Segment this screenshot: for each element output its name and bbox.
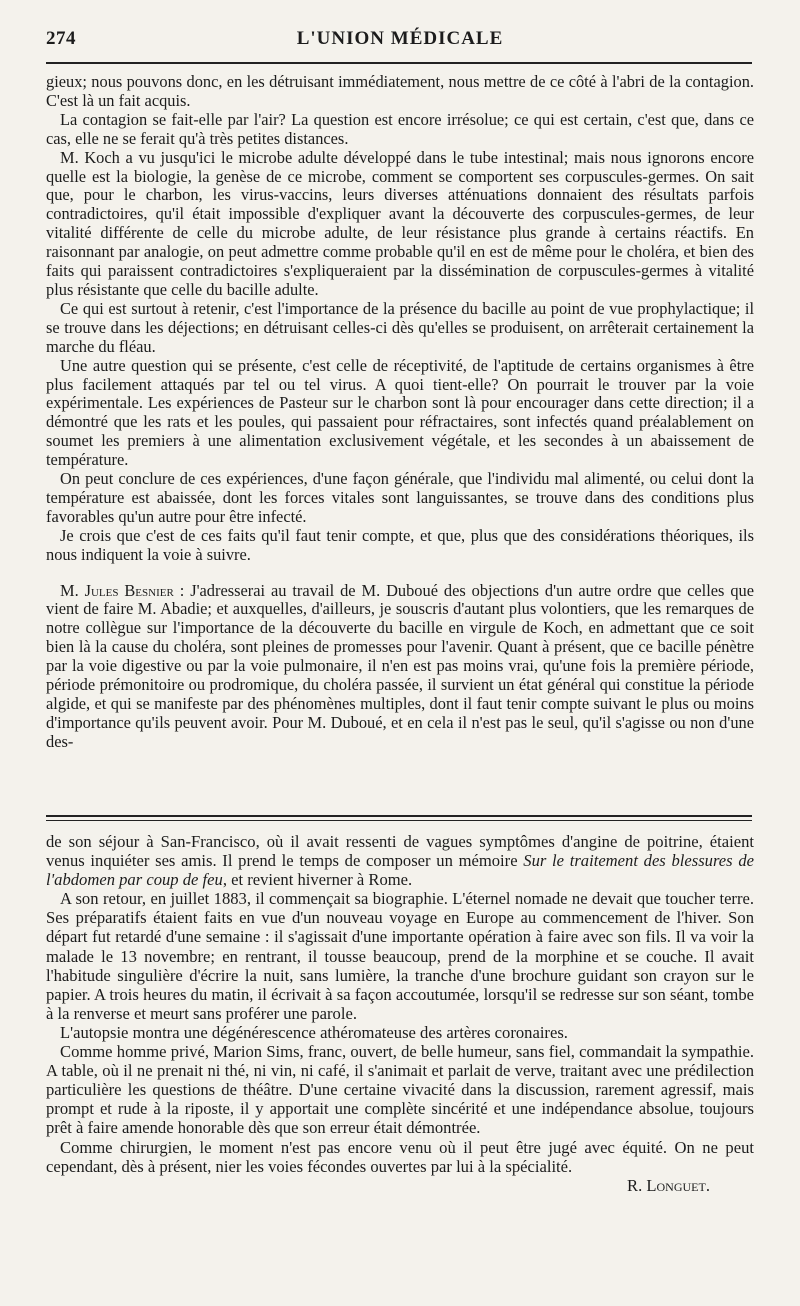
- speaker-name: M. Jules Besnier: [60, 580, 174, 600]
- paragraph: Comme homme privé, Marion Sims, franc, ouvert, de belle humeur, sans fiel, commandait la sympathie. A table, où il ne prenait ni thé, ni vin, ni café, il s'animait et parlait de verve, traitant avec une prédilection particulière les questions de théâtre. D'une certaine vivacité dans la discussion, rarement agressif, mais prompt et rude à la riposte, il y apportait une complète sincérité et une indépendance absolue, toujours prêt à faire amende honorable dès que son erreur était démontrée.: [46, 1042, 754, 1138]
- paragraph: Une autre question qui se présente, c'est celle de réceptivité, de l'aptitude de certains organismes à être plus facilement attaqués par tel ou tel virus. A quoi tient-elle? On pourrait le trouver par la voie expérimentale. Les expériences de Pasteur sur le charbon sont là pour encourager dans cette direction; il a démontré que les rats et les poules, qui passaient pour réfractaires, sont infectés quand préalablement on soumet les premiers à une alimentation exclusivement végétale, et les secondes à un abaissement de température.: [46, 355, 754, 470]
- paragraph: A son retour, en juillet 1883, il commençait sa biographie. L'éternel nomade ne devait que toucher terre. Ses préparatifs étaient faits en vue d'un nouveau voyage en Europe au commencement de l'hiver. Son départ fut retardé d'une semaine : il s'agissait d'une importante opération à faire avec son fils. Il va voir la malade le 13 novembre; en rentrant, il tousse beaucoup, prend de la morphine et se couche. Il avait l'habitude singulière d'écrire la nuit, sans lumière, la tranche d'une brochure guidant son crayon sur le papier. A trois heures du matin, il écrivait à sa façon accoutumée, lorsqu'il se redresse sur son séant, tombe à la renverse et meurt sans proférer une parole.: [46, 889, 754, 1023]
- paragraph: On peut conclure de ces expériences, d'une façon générale, que l'individu mal alimenté, ou celui dont la température est abaissée, dont les forces vitales sont languissantes, se trouve dans des conditions plus favorables qu'un autre pour être infecté.: [46, 469, 754, 526]
- feuilleton-rule-thin: [46, 820, 752, 821]
- paragraph: [46, 832, 754, 889]
- paragraph: M. Koch a vu jusqu'ici le microbe adulte développé dans le tube intestinal; mais nous ignorons encore quelle est la biologie, la genèse de ce microbe, comment se comportent ses corpuscules-germes. On sait que, pour le charbon, les virus-vaccins, leurs diverses atténuations donnaient des résultats parfois contradictoires, qu'il était impossible d'expliquer avant la découverte des corpuscules-germes, de leur vitalité différente de celle du microbe adulte, de leur résistance plus grande à certains réactifs. En raisonnant par analogie, on peut admettre comme probable qu'il en est de même pour le choléra, et bien des faits qui paraissent contradictoires s'expliqueraient par la dissémination de corpuscules-germes à vitalité plus résistante que celle du bacille adulte.: [46, 147, 754, 299]
- running-title: L'UNION MÉDICALE: [296, 28, 504, 49]
- paragraph: Je crois que c'est de ces faits qu'il faut tenir compte, et que, plus que des considérations théoriques, ils nous indiquent la voie à suivre.: [46, 525, 754, 564]
- paragraph: La contagion se fait-elle par l'air? La question est encore irrésolue; ce qui est certain, c'est que, dans ce cas, elle ne se ferait qu'à très petites distances.: [46, 109, 754, 148]
- text-run: , et revient hiverner à Rome.: [222, 870, 413, 890]
- memoir-title: Sur le traitement des blessures de l'abdomen par coup de feu: [46, 851, 754, 890]
- page-number: 274: [46, 28, 76, 49]
- paragraph: gieux; nous pouvons donc, en les détruisant immédiatement, nous mettre de ce côté à l'abri de la contagion. C'est là un fait acquis.: [46, 72, 754, 110]
- main-article: [46, 73, 754, 752]
- page-header: [0, 24, 800, 58]
- header-rule: [46, 62, 752, 64]
- feuilleton: [46, 832, 754, 1195]
- feuilleton-rule: [46, 815, 752, 817]
- author-signature: R. Longuet.: [627, 1175, 710, 1195]
- paragraph: Ce qui est surtout à retenir, c'est l'importance de la présence du bacille au point de vue prophylactique; il se trouve dans les déjections; en détruisant celles-ci dès qu'elles se produisent, on arrêterait certainement la marche du fléau.: [46, 298, 754, 356]
- text-run: de son séjour à San-Francisco, où il avait ressenti de vagues symptômes d'angine de poitrine, étaient venus inquiéter ses amis. Il prend le temps de composer un mémoire: [46, 832, 754, 871]
- paragraph: L'autopsie montra une dégénérescence athéromateuse des artères coronaires.: [60, 1022, 568, 1042]
- paragraph: Comme chirurgien, le moment n'est pas encore venu où il peut être jugé avec équité. On ne peut cependant, dès à présent, nier les voies fécondes ouvertes par lui à la spécialité.: [46, 1137, 754, 1176]
- speaker-text: : J'adresserai au travail de M. Duboué des objections d'un autre ordre que celles que vient de faire M. Abadie; et auxquelles, d'ailleurs, je souscris d'autant plus volontiers, que les remarques de notre collègue sur l'importance de la découverte du bacille en virgule de Koch, en admettant que ce soit bien là la cause du choléra, sont pleines de promesses pour l'avenir. Quant à présent, que ce bacille pénètre par la voie digestive ou par la voie pulmonaire, il n'en est pas moins vrai, qu'une fois la première période, période prémonitoire ou prodromique, du choléra passée, il survient un état général qui constitue la période algide, et qui se manifeste par des phénomènes multiples, dont il faut tenir compte suivant le plus ou moins d'importance qu'ils peuvent avoir. Pour M. Duboué, et en cela il n'est pas le seul, qu'il s'agisse ou non d'une des-: [46, 580, 754, 751]
- speaker-paragraph: [46, 582, 754, 752]
